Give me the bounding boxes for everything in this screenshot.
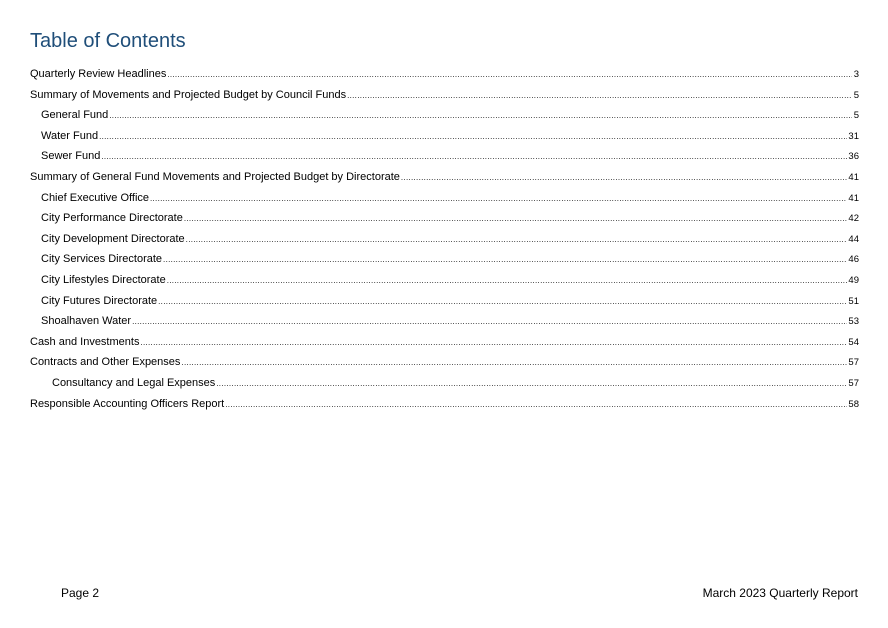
toc-entry[interactable] bbox=[30, 249, 859, 270]
toc-leader-dots bbox=[158, 292, 847, 313]
toc-entry[interactable] bbox=[30, 208, 859, 229]
toc-entry-label[interactable]: Cash and Investments bbox=[30, 335, 140, 348]
toc-entry[interactable] bbox=[30, 229, 859, 250]
toc-entry-label[interactable]: Water Fund bbox=[41, 129, 99, 142]
toc-leader-dots bbox=[140, 333, 847, 354]
toc-entry[interactable] bbox=[30, 373, 859, 394]
toc-entry-page[interactable]: 49 bbox=[848, 274, 859, 286]
toc-entry-page[interactable]: 3 bbox=[853, 69, 859, 80]
toc-entry-page[interactable]: 5 bbox=[853, 89, 859, 101]
toc-entry-page[interactable]: 46 bbox=[848, 254, 859, 266]
toc-leader-dots bbox=[347, 86, 852, 107]
toc-leader-dots bbox=[132, 312, 847, 333]
toc-entry-label[interactable]: Chief Executive Office bbox=[41, 191, 150, 204]
toc-entry[interactable] bbox=[30, 85, 859, 106]
toc-entry-label[interactable]: Shoalhaven Water bbox=[41, 315, 132, 328]
toc-entry[interactable] bbox=[30, 394, 859, 415]
toc-entry[interactable] bbox=[30, 146, 859, 167]
toc-leader-dots bbox=[401, 168, 848, 189]
toc-leader-dots bbox=[167, 65, 852, 86]
toc-entry-label[interactable]: Consultancy and Legal Expenses bbox=[52, 376, 216, 389]
toc-entry-label[interactable]: City Lifestyles Directorate bbox=[41, 273, 166, 286]
toc-entry-label[interactable]: Sewer Fund bbox=[41, 150, 101, 163]
page-title: Table of Contents bbox=[30, 30, 186, 52]
toc-entry-label[interactable]: City Performance Directorate bbox=[41, 212, 183, 225]
toc-list bbox=[30, 64, 859, 414]
footer-report-name: March 2023 Quarterly Report bbox=[702, 586, 858, 600]
toc-entry-page[interactable]: 41 bbox=[848, 192, 859, 204]
toc-entry-label[interactable]: City Development Directorate bbox=[41, 232, 185, 245]
toc-entry-page[interactable]: 41 bbox=[848, 171, 859, 183]
toc-leader-dots bbox=[225, 395, 847, 416]
toc-entry[interactable] bbox=[30, 311, 859, 332]
toc-entry-page[interactable]: 58 bbox=[848, 398, 859, 410]
toc-entry[interactable] bbox=[30, 167, 859, 188]
toc-entry-label[interactable]: City Services Directorate bbox=[41, 253, 163, 266]
toc-entry[interactable] bbox=[30, 105, 859, 126]
toc-leader-dots bbox=[99, 127, 847, 148]
toc-entry-page[interactable]: 42 bbox=[848, 213, 859, 225]
toc-entry[interactable] bbox=[30, 64, 859, 85]
toc-entry[interactable] bbox=[30, 270, 859, 291]
toc-entry-label[interactable]: Quarterly Review Headlines bbox=[30, 68, 167, 80]
toc-entry-label[interactable]: Summary of Movements and Projected Budget by Council Funds bbox=[30, 88, 347, 101]
toc-leader-dots bbox=[150, 189, 847, 210]
toc-entry-page[interactable]: 53 bbox=[848, 316, 859, 328]
toc-leader-dots bbox=[101, 147, 847, 168]
toc-entry[interactable] bbox=[30, 291, 859, 312]
toc-entry-page[interactable]: 31 bbox=[848, 130, 859, 142]
toc-leader-dots bbox=[167, 271, 848, 292]
toc-leader-dots bbox=[186, 230, 848, 251]
toc-entry-page[interactable]: 54 bbox=[848, 336, 859, 348]
toc-entry-page[interactable]: 44 bbox=[848, 233, 859, 245]
toc-entry-label[interactable]: Summary of General Fund Movements and Projected Budget by Directorate bbox=[30, 170, 400, 183]
toc-entry-label[interactable]: General Fund bbox=[41, 109, 109, 122]
toc-entry-label[interactable]: Responsible Accounting Officers Report bbox=[30, 397, 225, 410]
toc-entry-label[interactable]: City Futures Directorate bbox=[41, 294, 158, 307]
toc-leader-dots bbox=[163, 250, 847, 271]
toc-entry[interactable] bbox=[30, 352, 859, 373]
toc-entry-label[interactable]: Contracts and Other Expenses bbox=[30, 356, 181, 369]
toc-entry-page[interactable]: 36 bbox=[848, 151, 859, 163]
toc-leader-dots bbox=[216, 374, 847, 395]
toc-entry-page[interactable]: 5 bbox=[853, 110, 859, 122]
toc-leader-dots bbox=[184, 209, 848, 230]
toc-entry[interactable] bbox=[30, 126, 859, 147]
toc-entry-page[interactable]: 51 bbox=[848, 295, 859, 307]
toc-entry-page[interactable]: 57 bbox=[848, 377, 859, 389]
footer-page-number: Page 2 bbox=[61, 586, 100, 600]
toc-leader-dots bbox=[181, 353, 847, 374]
toc-entry-page[interactable]: 57 bbox=[848, 357, 859, 369]
toc-entry[interactable] bbox=[30, 332, 859, 353]
toc-entry[interactable] bbox=[30, 188, 859, 209]
toc-leader-dots bbox=[109, 106, 852, 127]
